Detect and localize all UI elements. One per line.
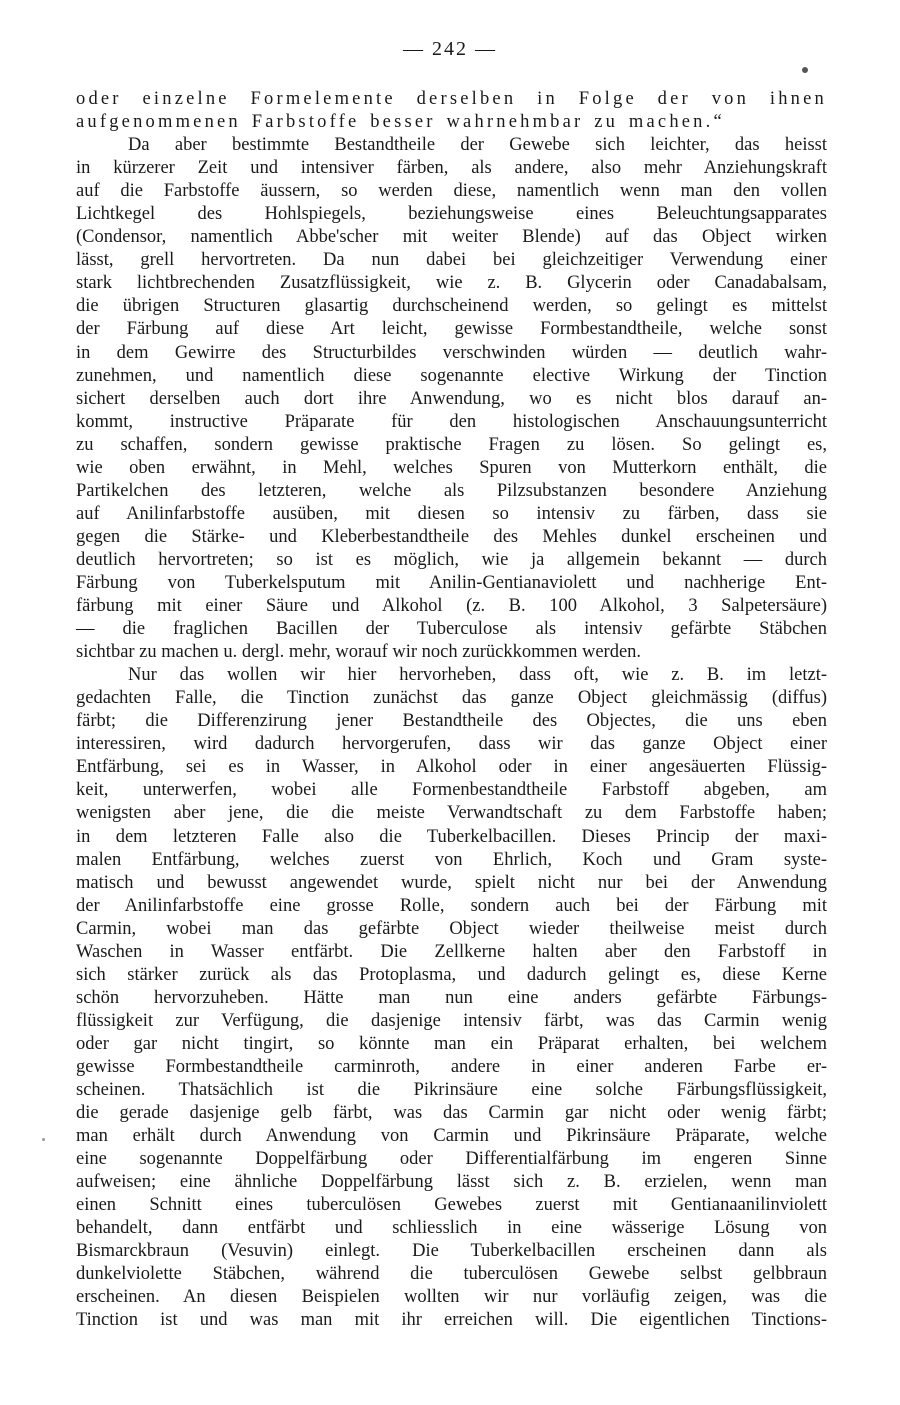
text-line: gegen die Stärke- und Kleberbestandtheile des Mehles dunkel erscheinen und: [76, 526, 827, 547]
text-line: färbt; die Differenzirung jener Bestandtheile des Objectes, die uns eben: [76, 711, 827, 732]
text-line: der Färbung auf diese Art leicht, gewisse Formbestandtheile, welche sonst: [76, 319, 827, 340]
text-line: (Condensor, namentlich Abbe'scher mit weiter Blende) auf das Object wirken: [76, 227, 827, 248]
text-line: dunkelviolette Stäbchen, während die tuberculösen Gewebe selbst gelbbraun: [76, 1264, 827, 1285]
text-line: färbung mit einer Säure und Alkohol (z. B. 100 Alkohol, 3 Salpetersäure): [76, 596, 827, 617]
text-line: interessiren, wird dadurch hervorgerufen, dass wir das ganze Object einer: [76, 734, 827, 755]
body-text: [76, 88, 827, 1333]
text-line: auf Anilinfarbstoffe ausüben, mit diesen so intensiv zu färben, dass sie: [76, 503, 827, 524]
text-line: Lichtkegel des Hohlspiegels, beziehungsweise eines Beleuchtungsapparates: [76, 204, 827, 225]
text-line: flüssigkeit zur Verfügung, die dasjenige intensiv färbt, was das Carmin wenig: [76, 1010, 827, 1031]
text-line: lässt, grell hervortreten. Da nun dabei bei gleichzeitiger Verwendung einer: [76, 250, 827, 271]
text-line: sich stärker zurück als das Protoplasma, und dadurch gelingt es, diese Kerne: [76, 964, 827, 985]
text-line: eine sogenannte Doppelfärbung oder Differentialfärbung im engeren Sinne: [76, 1149, 827, 1170]
text-line: wenigsten aber jene, die die meiste Verwandtschaft zu dem Farbstoffe haben;: [76, 803, 827, 824]
text-line: oder einzelne Formelemente derselben in Folge der von ihnen: [76, 89, 827, 109]
text-line: scheinen. Thatsächlich ist die Pikrinsäure eine solche Färbungsflüssigkeit,: [76, 1080, 827, 1101]
text-line: in dem Gewirre des Structurbildes verschwinden würden — deutlich wahr-: [76, 342, 827, 363]
text-line: — die fraglichen Bacillen der Tuberculose als intensiv gefärbte Stäbchen: [76, 619, 827, 640]
text-line: Tinction ist und was man mit ihr erreichen will. Die eigentlichen Tinctions-: [76, 1310, 827, 1331]
text-line: sichert derselben auch dort ihre Anwendung, wo es nicht blos darauf an-: [76, 388, 827, 409]
text-line: keit, unterwerfen, wobei alle Formenbestandtheile Farbstoff abgeben, am: [76, 780, 827, 801]
text-line: wie oben erwähnt, in Mehl, welches Spuren von Mutterkorn enthält, die: [76, 457, 827, 478]
text-line: Nur das wollen wir hier hervorheben, dass oft, wie z. B. im letzt-: [128, 665, 827, 686]
text-line: schön hervorzuheben. Hätte man nun eine anders gefärbte Färbungs-: [76, 987, 827, 1008]
text-line: aufweisen; eine ähnliche Doppelfärbung lässt sich z. B. erzielen, wenn man: [76, 1172, 827, 1193]
text-line: in dem letzteren Falle also die Tuberkelbacillen. Dieses Princip der maxi-: [76, 826, 827, 847]
text-line: Carmin, wobei man das gefärbte Object wieder theilweise meist durch: [76, 918, 827, 939]
text-line: Da aber bestimmte Bestandtheile der Gewebe sich leichter, das heisst: [128, 135, 827, 156]
text-line: zunehmen, und namentlich diese sogenannte elective Wirkung der Tinction: [76, 365, 827, 386]
text-line: in kürzerer Zeit und intensiver färben, als andere, also mehr Anziehungskraft: [76, 158, 827, 179]
text-line: Partikelchen des letzteren, welche als Pilzsubstanzen besondere Anziehung: [76, 480, 827, 501]
text-line: deutlich hervortreten; so ist es möglich, wie ja allgemein bekannt — durch: [76, 549, 827, 570]
text-line: erscheinen. An diesen Beispielen wollten wir nur vorläufig zeigen, was die: [76, 1287, 827, 1308]
text-line: gewisse Formbestandtheile carminroth, andere in einer anderen Farbe er-: [76, 1056, 827, 1077]
text-line: kommt, instructive Präparate für den histologischen Anschauungsunterricht: [76, 411, 827, 432]
text-line: stark lichtbrechenden Zusatzflüssigkeit, wie z. B. Glycerin oder Canadabalsam,: [76, 273, 827, 294]
text-line: behandelt, dann entfärbt und schliesslich in eine wässerige Lösung von: [76, 1218, 827, 1239]
text-line: malen Entfärbung, welches zuerst von Ehrlich, Koch und Gram syste-: [76, 849, 827, 870]
text-line: Waschen in Wasser entfärbt. Die Zellkerne halten aber den Farbstoff in: [76, 941, 827, 962]
text-line: matisch und bewusst angewendet wurde, spielt nicht nur bei der Anwendung: [76, 872, 827, 893]
text-line: auf die Farbstoffe äussern, so werden diese, namentlich wenn man den vollen: [76, 181, 827, 202]
print-speck: [802, 67, 808, 73]
page-number: — 242 —: [403, 38, 497, 60]
text-line: einen Schnitt eines tuberculösen Gewebes zuerst mit Gentianaanilinviolett: [76, 1195, 827, 1216]
text-line: oder gar nicht tingirt, so könnte man ein Präparat erhalten, bei welchem: [76, 1033, 827, 1054]
text-line: zu schaffen, sondern gewisse praktische Fragen zu lösen. So gelingt es,: [76, 434, 827, 455]
text-line: aufgenommenen Farbstoffe besser wahrnehmbar zu machen.“: [76, 112, 725, 133]
text-line: Entfärbung, sei es in Wasser, in Alkohol oder in einer angesäuerten Flüssig-: [76, 757, 827, 778]
text-line: gedachten Falle, die Tinction zunächst das ganze Object gleichmässig (diffus): [76, 688, 827, 709]
text-line: Bismarckbraun (Vesuvin) einlegt. Die Tuberkelbacillen erscheinen dann als: [76, 1241, 827, 1262]
margin-mark: [42, 1138, 45, 1141]
text-line: der Anilinfarbstoffe eine grosse Rolle, sondern auch bei der Färbung mit: [76, 895, 827, 916]
text-line: die gerade dasjenige gelb färbt, was das Carmin gar nicht oder wenig färbt;: [76, 1103, 827, 1124]
text-line: sichtbar zu machen u. dergl. mehr, worauf wir noch zurückkommen werden.: [76, 642, 642, 663]
text-line: Färbung von Tuberkelsputum mit Anilin-Gentianaviolett und nachherige Ent-: [76, 572, 827, 593]
text-line: man erhält durch Anwendung von Carmin und Pikrinsäure Präparate, welche: [76, 1126, 827, 1147]
text-line: die übrigen Structuren glasartig durchscheinend werden, so gelingt es mittelst: [76, 296, 827, 317]
